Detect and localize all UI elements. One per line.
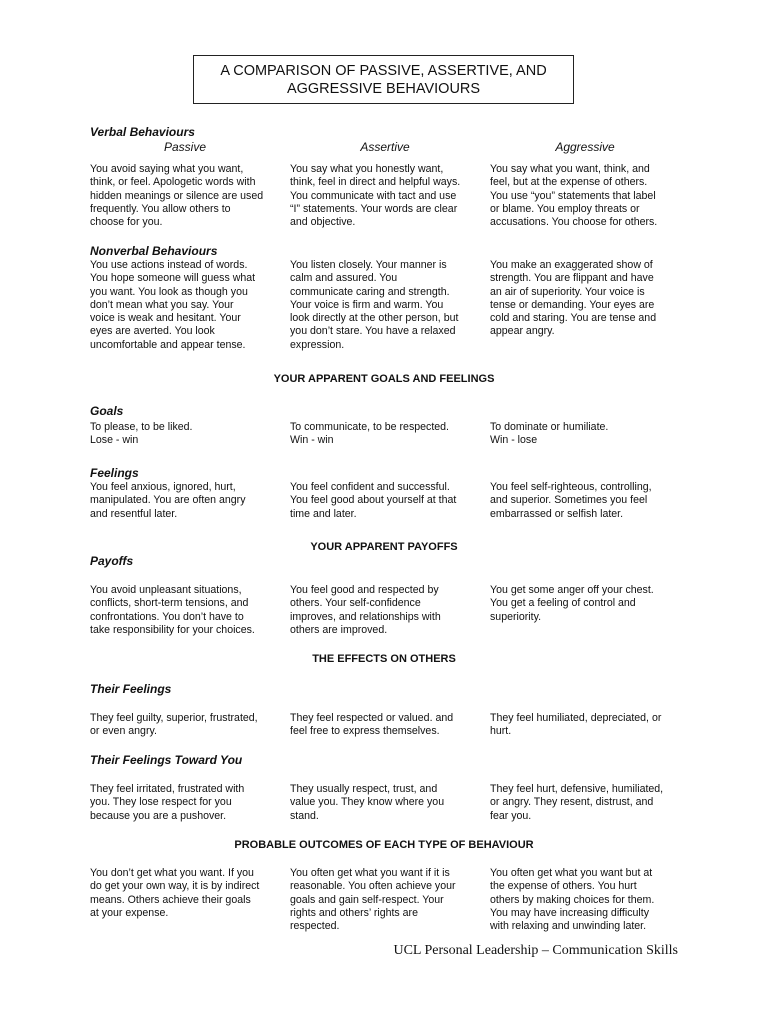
toward-you-assertive-text: They usually respect, trust, and value you. They know where you stand. bbox=[290, 783, 445, 822]
payoffs-assertive-text: You feel good and respected by others. Your self-confidence improves, and relationships with others are improved. bbox=[290, 584, 441, 636]
nonverbal-passive-text: You use actions instead of words. You hope someone will guess what you want. You look as though you don’t mean what you say. Your voice is weak and hesitant. Your eyes are averted. You look uncomfortable and appear tense. bbox=[90, 259, 256, 351]
nonverbal-aggressive-text: You make an exaggerated show of strength. You are flippant and have an air of superiority. Your voice is tense or demanding. Your eyes are cold and staring. You are tense and appear angry. bbox=[490, 259, 657, 338]
payoffs-passive-text: You avoid unpleasant situations, conflicts, short-term tensions, and confrontations. You don’t have to take responsibility for your choices. bbox=[90, 584, 255, 636]
payoffs-aggressive-text: You get some anger off your chest. You get a feeling of control and superiority. bbox=[490, 584, 654, 623]
outcomes-heading: PROBABLE OUTCOMES OF EACH TYPE OF BEHAVIOUR bbox=[234, 839, 534, 851]
feelings-assertive-text: You feel confident and successful. You feel good about yourself at that time and later. bbox=[290, 481, 457, 520]
goals-label: Goals bbox=[90, 404, 124, 418]
their-feelings-label: Their Feelings bbox=[90, 682, 172, 696]
toward-you-label: Their Feelings Toward You bbox=[90, 753, 243, 767]
outcomes-assertive-text: You often get what you want if it is reasonable. You often achieve your goals and gain self-respect. Your rights and others’ rights are respected. bbox=[290, 867, 456, 933]
goals-assertive-text: To communicate, to be respected. Win - win bbox=[290, 421, 449, 447]
feelings-passive-text: You feel anxious, ignored, hurt, manipulated. You are often angry and resentful later. bbox=[90, 481, 246, 520]
payoffs-heading: YOUR APPARENT PAYOFFS bbox=[310, 541, 458, 553]
title-line-2: AGGRESSIVE BEHAVIOURS bbox=[286, 80, 481, 97]
their-feelings-assertive-text: They feel respected or valued. and feel free to express themselves. bbox=[290, 712, 454, 738]
nonverbal-assertive-text: You listen closely. Your manner is calm and assured. You communicate caring and strength. Your voice is firm and warm. You look directly at the other person, but you don’t stare. You have a relaxed expression. bbox=[290, 259, 459, 351]
toward-you-aggressive-text: They feel hurt, defensive, humiliated, or angry. They resent, distrust, and fear you. bbox=[490, 783, 664, 822]
outcomes-passive-text: You don’t get what you want. If you do get your own way, it is by indirect means. Others achieve their goals at your expense. bbox=[90, 867, 260, 919]
payoffs-label: Payoffs bbox=[90, 554, 134, 568]
outcomes-aggressive-text: You often get what you want but at the expense of others. You hurt others by making choices for them. You may have increasing difficulty with relaxing and unwinding later. bbox=[490, 867, 655, 933]
column-head-assertive: Assertive bbox=[360, 140, 410, 154]
feelings-aggressive-text: You feel self-righteous, controlling, and superior. Sometimes you feel embarrassed or selfish later. bbox=[490, 481, 652, 520]
verbal-behaviours-label: Verbal Behaviours bbox=[90, 125, 195, 139]
feelings-label: Feelings bbox=[90, 466, 139, 480]
verbal-aggressive-text: You say what you want, think, and feel, but at the expense of others. You use “you” statements that label or blame. You employ threats or accusations. You choose for others. bbox=[490, 163, 658, 229]
goals-feelings-heading: YOUR APPARENT GOALS AND FEELINGS bbox=[273, 373, 495, 385]
goals-aggressive-text: To dominate or humiliate. Win - lose bbox=[490, 421, 609, 447]
column-head-aggressive: Aggressive bbox=[555, 140, 615, 154]
verbal-passive-text: You avoid saying what you want, think, or feel. Apologetic words with hidden meanings or silence are used frequently. You allow others to choose for you. bbox=[90, 163, 264, 229]
document-title bbox=[220, 62, 546, 98]
verbal-assertive-text: You say what you honestly want, think, feel in direct and helpful ways. You communicate with tact and use “I” statements. Your words are clear and objective. bbox=[290, 163, 461, 229]
column-head-passive: Passive bbox=[163, 140, 207, 154]
goals-passive-text: To please, to be liked. Lose - win bbox=[90, 421, 193, 447]
effects-heading: THE EFFECTS ON OTHERS bbox=[312, 653, 456, 665]
nonverbal-behaviours-label: Nonverbal Behaviours bbox=[90, 244, 218, 258]
title-line-1: A COMPARISON OF PASSIVE, ASSERTIVE, AND bbox=[220, 62, 547, 79]
their-feelings-passive-text: They feel guilty, superior, frustrated, or even angry. bbox=[90, 712, 258, 738]
toward-you-passive-text: They feel irritated, frustrated with you. They lose respect for you because you are a pushover. bbox=[90, 783, 245, 822]
their-feelings-aggressive-text: They feel humiliated, depreciated, or hurt. bbox=[490, 712, 662, 738]
page-footer: UCL Personal Leadership – Communication Skills bbox=[393, 943, 678, 958]
title-box bbox=[193, 55, 574, 104]
